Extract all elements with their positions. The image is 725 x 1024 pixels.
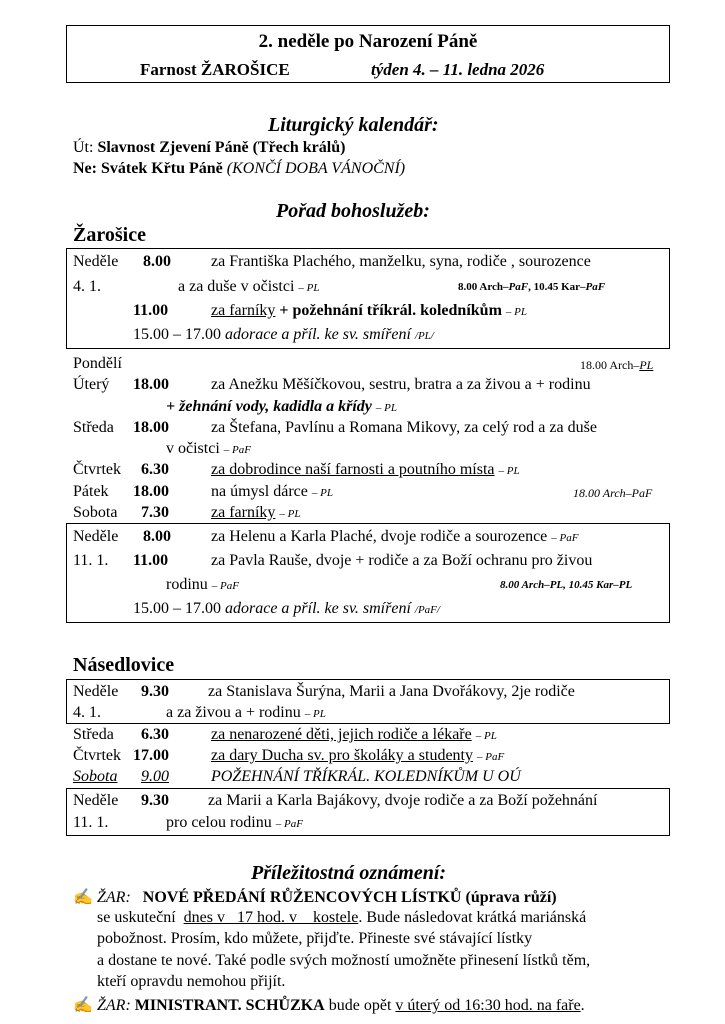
- archive-note: [458, 281, 605, 293]
- announcement-line: [97, 909, 586, 927]
- pen-icon: ✍: [73, 889, 93, 906]
- adoration-time: 15.00 – 17.00: [133, 326, 221, 343]
- calendar-line-tue: [73, 139, 345, 157]
- priest-note: – PaF: [477, 751, 505, 763]
- priest-note: /PaF/: [414, 604, 440, 616]
- announcement-2: [73, 995, 585, 1015]
- service-date: 4. 1.: [73, 704, 101, 721]
- service-day: Čtvrtek: [73, 747, 121, 764]
- service-day: Pátek: [73, 483, 109, 500]
- intent-text: za nenarozené děti, jejich rodiče a lékaře: [211, 726, 472, 743]
- week-range: týden 4. – 11. ledna 2026: [371, 60, 545, 79]
- service-intent: za Štefana, Pavlínu a Romana Mikovy, za celý rod a za duše: [211, 419, 597, 436]
- archive-note: 8.00 Arch–PL, 10.45 Kar–PL: [500, 579, 633, 591]
- arch-text: 8.00 Arch–: [458, 281, 509, 293]
- priest-note: – PL: [475, 730, 497, 742]
- arch-priest: PaF: [508, 281, 529, 293]
- service-time: 6.30: [141, 461, 169, 478]
- intent-text: pro celou rodinu: [166, 814, 272, 831]
- priest-note: – PL: [498, 465, 520, 477]
- announcement-place: ŽAR:: [97, 889, 131, 906]
- arch-text: , 10.45 Kar–: [528, 281, 586, 293]
- announcement-text: .: [580, 997, 585, 1014]
- service-day: Neděle: [73, 528, 119, 545]
- service-intent: [166, 398, 397, 416]
- service-date: 4. 1.: [73, 278, 101, 295]
- service-time: 18.00: [133, 376, 169, 393]
- service-day: Neděle: [73, 253, 119, 270]
- announcement-text: bude opět: [328, 997, 392, 1014]
- priest-note: – PaF: [275, 818, 303, 830]
- announcement-text: . Bude následovat krátká mariánská: [358, 909, 587, 926]
- calendar-feast: Slavnost Zjevení Páně (Třech králů): [97, 139, 346, 156]
- service-day: Čtvrtek: [73, 461, 121, 478]
- service-day: Sobota: [73, 768, 118, 785]
- service-date: 11. 1.: [73, 814, 109, 831]
- announcement-text: v úterý od 16:30 hod. na faře: [395, 997, 581, 1014]
- calendar-feast: Svátek Křtu Páně: [100, 160, 223, 177]
- announcement-place: ŽAR:: [97, 997, 131, 1014]
- service-day: Úterý: [73, 376, 110, 393]
- intent-text: na úmysl dárce: [211, 483, 308, 500]
- priest-note: – PaF: [551, 532, 579, 544]
- priest-note: – PL: [311, 487, 333, 499]
- service-intent: za Pavla Rauše, dvoje + rodiče a za Boží ochranu pro živou: [211, 552, 593, 569]
- announcement-line: pobožnost. Prosím, kdo můžete, přijďte. Přineste své stávající lístky: [97, 930, 533, 947]
- service-intent: [166, 814, 303, 832]
- intent-text: + požehnání tříkrál. koledníkům: [275, 302, 502, 319]
- service-row: [73, 253, 118, 271]
- service-time: 8.00: [143, 253, 171, 270]
- service-date: 11. 1.: [73, 552, 109, 569]
- service-intent: za Stanislava Šurýna, Marii a Jana Dvořákovy, 2je rodiče: [208, 683, 575, 700]
- service-intent: [211, 726, 497, 744]
- service-time: 8.00: [143, 528, 171, 545]
- adoration-line: [133, 600, 440, 618]
- intent-text: za Helenu a Karla Plaché, dvoje rodiče a sourozence: [211, 528, 548, 545]
- service-day: Neděle: [73, 683, 119, 700]
- service-intent: [178, 278, 320, 296]
- calendar-heading: Liturgický kalendář:: [268, 114, 439, 136]
- priest-note: /PL/: [414, 330, 434, 342]
- intent-text: za farníky: [211, 504, 276, 521]
- place-zarosice: Žarošice: [73, 224, 146, 246]
- service-time: 11.00: [133, 552, 169, 569]
- parish-name: Farnost ŽAROŠICE: [140, 60, 290, 79]
- intent-text: a za živou a + rodinu: [166, 704, 301, 721]
- page-title: 2. neděle po Narození Páně: [258, 31, 478, 52]
- service-intent: [211, 504, 301, 522]
- service-day: Pondělí: [73, 355, 122, 372]
- announcements-heading: Příležitostná oznámení:: [251, 862, 447, 884]
- arch-text: 18.00 Arch–: [580, 358, 640, 372]
- intent-text: + žehnání vody, kadidla a křídy: [166, 398, 372, 415]
- intent-text: za dobrodince naší farnosti a poutního místa: [211, 461, 495, 478]
- service-intent: [211, 528, 578, 546]
- adoration-text: adorace a příl. ke sv. smíření: [225, 326, 411, 343]
- service-time: 17.00: [133, 747, 169, 764]
- priest-note: – PL: [375, 402, 397, 414]
- announcement-line: kteří opravdu nemohou přijít.: [97, 973, 286, 990]
- service-time: 6.30: [141, 726, 169, 743]
- service-intent: POŽEHNÁNÍ TŘÍKRÁL. KOLEDNÍKŮM U OÚ: [211, 768, 521, 785]
- service-intent: [211, 747, 504, 765]
- intent-text: za farníky: [211, 302, 276, 319]
- calendar-day: Ne:: [73, 160, 101, 177]
- service-day: Neděle: [73, 792, 119, 809]
- service-intent: [166, 440, 251, 458]
- intent-text: v očistci: [166, 440, 220, 457]
- service-intent: [166, 576, 239, 594]
- intent-text: a za duše v očistci: [178, 278, 295, 295]
- service-intent: za Františka Plachého, manželku, syna, rodiče , sourozence: [211, 253, 591, 270]
- services-heading: Pořad bohoslužeb:: [276, 200, 430, 222]
- arch-priest: PaF: [585, 281, 606, 293]
- service-time: 9.00: [141, 768, 169, 785]
- service-intent: za Marii a Karla Bajákovy, dvoje rodiče a za Boží požehnání: [208, 792, 598, 809]
- service-intent: [211, 483, 333, 501]
- service-time: 11.00: [133, 302, 169, 319]
- service-time: 9.30: [141, 792, 169, 809]
- priest-note: – PL: [298, 282, 320, 294]
- archive-note: [580, 358, 653, 373]
- service-intent: [211, 302, 527, 320]
- service-time: 18.00: [133, 419, 169, 436]
- announcement-line: a dostane te nové. Také podle svých možností umožněte přinesení lístků těm,: [97, 952, 591, 969]
- service-time: 7.30: [141, 504, 169, 521]
- announcement-title: MINISTRANT. SCHŮZKA: [134, 997, 325, 1014]
- priest-note: – PaF: [211, 580, 239, 592]
- calendar-note: (KONČÍ DOBA VÁNOČNÍ): [226, 160, 406, 177]
- priest-note: – PaF: [223, 444, 251, 456]
- service-intent: [211, 461, 520, 479]
- service-intent: [166, 704, 326, 722]
- priest-note: – PL: [505, 306, 527, 318]
- adoration-time: 15.00 – 17.00: [133, 600, 221, 617]
- service-day: Sobota: [73, 504, 118, 521]
- announcement-title: NOVÉ PŘEDÁNÍ RŮŽENCOVÝCH LÍSTKŮ (úprava růží): [142, 889, 557, 906]
- announcement-text: se uskuteční: [97, 909, 176, 926]
- adoration-line: [133, 326, 434, 344]
- calendar-day: Út:: [73, 139, 98, 156]
- adoration-text: adorace a příl. ke sv. smíření: [225, 600, 411, 617]
- service-time: 18.00: [133, 483, 169, 500]
- service-day: Středa: [73, 419, 114, 436]
- announcement-text: dnes v 17 hod. v kostele: [183, 909, 359, 926]
- service-time: 9.30: [141, 683, 169, 700]
- service-day: Středa: [73, 726, 114, 743]
- intent-text: za dary Ducha sv. pro školáky a studenty: [211, 747, 473, 764]
- arch-priest: PL: [639, 358, 654, 372]
- place-nasedlovice: Násedlovice: [73, 654, 175, 676]
- priest-note: – PL: [304, 708, 326, 720]
- pen-icon: ✍: [73, 997, 93, 1014]
- archive-note: 18.00 Arch–PaF: [573, 486, 653, 500]
- service-intent: za Anežku Měšíčkovou, sestru, bratra a za živou a + rodinu: [211, 376, 591, 393]
- priest-note: – PL: [279, 508, 301, 520]
- announcement-1: [73, 887, 557, 907]
- intent-text: rodinu: [166, 576, 208, 593]
- calendar-line-sun: [73, 160, 405, 178]
